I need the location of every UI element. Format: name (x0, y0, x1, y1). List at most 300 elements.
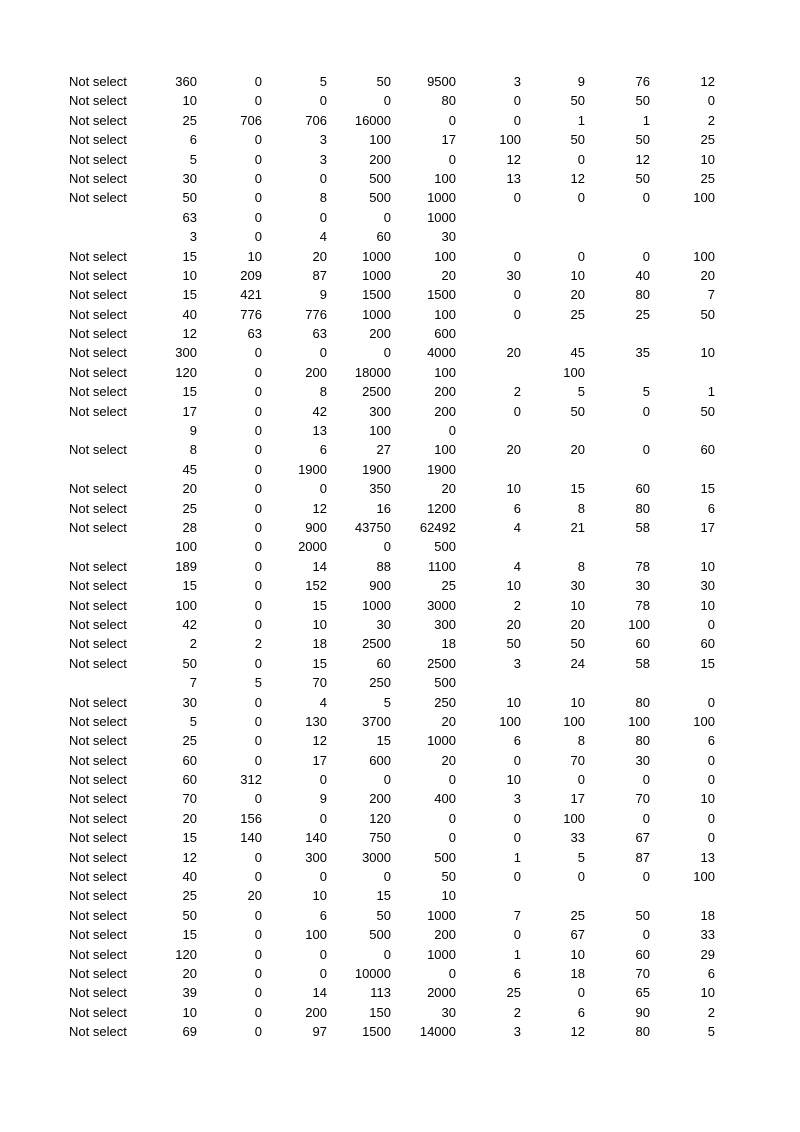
value-cell: 0 (254, 132, 262, 148)
value-cell: 25 (182, 888, 197, 904)
status-cell: Not select (69, 287, 127, 303)
value-cell: 4 (513, 558, 521, 574)
value-cell: 35 (635, 345, 650, 361)
value-cell: 0 (254, 616, 262, 632)
value-cell: 20 (441, 713, 456, 729)
value-cell: 0 (254, 423, 262, 439)
value-cell: 13 (312, 423, 327, 439)
value-cell: 67 (635, 830, 650, 846)
value-cell: 1 (513, 946, 521, 962)
value-cell: 10 (182, 93, 197, 109)
value-cell: 50 (182, 190, 197, 206)
value-cell: 300 (434, 616, 456, 632)
status-cell: Not select (69, 752, 127, 768)
value-cell: 0 (642, 403, 650, 419)
status-cell: Not select (69, 694, 127, 710)
value-cell: 80 (635, 500, 650, 516)
value-cell: 10 (506, 694, 521, 710)
table-row (0, 188, 800, 207)
value-cell: 63 (312, 326, 327, 342)
value-cell: 140 (305, 830, 327, 846)
status-cell: Not select (69, 946, 127, 962)
value-cell: 50 (441, 869, 456, 885)
value-cell: 7 (707, 287, 715, 303)
status-cell: Not select (69, 733, 127, 749)
value-cell: 312 (240, 772, 262, 788)
value-cell: 350 (369, 481, 391, 497)
value-cell: 6 (513, 733, 521, 749)
value-cell: 0 (319, 965, 327, 981)
value-cell: 100 (305, 927, 327, 943)
value-cell: 20 (441, 481, 456, 497)
table-row (0, 770, 800, 789)
value-cell: 0 (707, 616, 715, 632)
value-cell: 20 (247, 888, 262, 904)
value-cell: 3 (513, 655, 521, 671)
value-cell: 7 (513, 907, 521, 923)
value-cell: 100 (369, 423, 391, 439)
value-cell: 60 (700, 442, 715, 458)
value-cell: 60 (376, 655, 391, 671)
value-cell: 5 (319, 74, 327, 89)
value-cell: 1500 (362, 287, 391, 303)
value-cell: 10 (570, 694, 585, 710)
value-cell: 15 (312, 655, 327, 671)
value-cell: 1 (513, 849, 521, 865)
value-cell: 0 (383, 345, 391, 361)
value-cell: 0 (642, 927, 650, 943)
table-row (0, 867, 800, 886)
value-cell: 2500 (362, 636, 391, 652)
value-cell: 25 (182, 733, 197, 749)
value-cell: 2000 (427, 985, 456, 1001)
value-cell: 30 (182, 694, 197, 710)
value-cell: 0 (383, 539, 391, 555)
value-cell: 0 (319, 810, 327, 826)
value-cell: 2 (189, 636, 197, 652)
table-row (0, 343, 800, 362)
value-cell: 15 (182, 384, 197, 400)
value-cell: 0 (254, 597, 262, 613)
value-cell: 40 (182, 869, 197, 885)
value-cell: 18 (700, 907, 715, 923)
value-cell: 8 (189, 442, 197, 458)
value-cell: 156 (240, 810, 262, 826)
status-cell: Not select (69, 442, 127, 458)
value-cell: 14 (312, 985, 327, 1001)
value-cell: 10 (570, 946, 585, 962)
value-cell: 50 (376, 907, 391, 923)
table-row (0, 557, 800, 576)
value-cell: 900 (305, 519, 327, 535)
status-cell: Not select (69, 500, 127, 516)
value-cell: 0 (254, 752, 262, 768)
value-cell: 50 (635, 132, 650, 148)
table-row (0, 576, 800, 595)
value-cell: 0 (319, 93, 327, 109)
value-cell: 0 (513, 248, 521, 264)
value-cell: 80 (635, 733, 650, 749)
table-row (0, 169, 800, 188)
value-cell: 0 (513, 190, 521, 206)
value-cell: 200 (369, 151, 391, 167)
value-cell: 0 (254, 1024, 262, 1040)
value-cell: 30 (635, 578, 650, 594)
value-cell: 0 (254, 869, 262, 885)
value-cell: 20 (570, 616, 585, 632)
table-row (0, 693, 800, 712)
value-cell: 0 (513, 287, 521, 303)
value-cell: 0 (448, 151, 456, 167)
value-cell: 250 (369, 675, 391, 691)
value-cell: 76 (635, 74, 650, 89)
value-cell: 8 (577, 558, 585, 574)
value-cell: 0 (513, 869, 521, 885)
value-cell: 9500 (427, 74, 456, 89)
value-cell: 2 (513, 597, 521, 613)
value-cell: 0 (642, 190, 650, 206)
value-cell: 0 (448, 965, 456, 981)
value-cell: 0 (254, 791, 262, 807)
value-cell: 100 (693, 190, 715, 206)
value-cell: 209 (240, 267, 262, 283)
value-cell: 10 (700, 345, 715, 361)
value-cell: 120 (369, 810, 391, 826)
status-cell: Not select (69, 1024, 127, 1040)
value-cell: 0 (383, 869, 391, 885)
value-cell: 0 (319, 209, 327, 225)
table-row (0, 324, 800, 343)
value-cell: 1500 (362, 1024, 391, 1040)
value-cell: 15 (700, 481, 715, 497)
value-cell: 10 (182, 1004, 197, 1020)
status-cell: Not select (69, 927, 127, 943)
status-cell: Not select (69, 481, 127, 497)
value-cell: 30 (182, 170, 197, 186)
value-cell: 500 (369, 190, 391, 206)
value-cell: 25 (182, 112, 197, 128)
value-cell: 0 (254, 481, 262, 497)
value-cell: 9 (319, 287, 327, 303)
value-cell: 0 (383, 772, 391, 788)
value-cell: 4 (319, 229, 327, 245)
status-cell: Not select (69, 772, 127, 788)
value-cell: 15 (182, 248, 197, 264)
value-cell: 0 (513, 112, 521, 128)
value-cell: 500 (434, 539, 456, 555)
value-cell: 0 (319, 345, 327, 361)
value-cell: 300 (369, 403, 391, 419)
value-cell: 25 (182, 500, 197, 516)
value-cell: 50 (700, 403, 715, 419)
value-cell: 421 (240, 287, 262, 303)
value-cell: 42 (312, 403, 327, 419)
status-cell: Not select (69, 112, 127, 128)
value-cell: 17 (441, 132, 456, 148)
value-cell: 100 (628, 713, 650, 729)
value-cell: 189 (175, 558, 197, 574)
value-cell: 69 (182, 1024, 197, 1040)
value-cell: 20 (441, 752, 456, 768)
value-cell: 15 (312, 597, 327, 613)
table-row (0, 382, 800, 401)
status-cell: Not select (69, 616, 127, 632)
table-row (0, 809, 800, 828)
status-cell: Not select (69, 985, 127, 1001)
table-row (0, 285, 800, 304)
value-cell: 300 (175, 345, 197, 361)
value-cell: 29 (700, 946, 715, 962)
value-cell: 100 (434, 442, 456, 458)
value-cell: 1200 (427, 500, 456, 516)
value-cell: 0 (254, 1004, 262, 1020)
value-cell: 18 (312, 636, 327, 652)
value-cell: 25 (570, 306, 585, 322)
value-cell: 200 (369, 791, 391, 807)
status-cell: Not select (69, 267, 127, 283)
table-row (0, 518, 800, 537)
value-cell: 1000 (427, 733, 456, 749)
value-cell: 14 (312, 558, 327, 574)
value-cell: 39 (182, 985, 197, 1001)
value-cell: 10 (700, 558, 715, 574)
table-row (0, 983, 800, 1002)
value-cell: 20 (506, 345, 521, 361)
value-cell: 5 (254, 675, 262, 691)
table-row (0, 208, 800, 227)
value-cell: 0 (254, 151, 262, 167)
value-cell: 25 (700, 132, 715, 148)
value-cell: 2000 (298, 539, 327, 555)
table-row (0, 91, 800, 110)
value-cell: 600 (369, 752, 391, 768)
value-cell: 62492 (419, 519, 456, 535)
value-cell: 0 (513, 403, 521, 419)
value-cell: 60 (635, 636, 650, 652)
value-cell: 1 (577, 112, 585, 128)
status-cell: Not select (69, 248, 127, 264)
value-cell: 140 (240, 830, 262, 846)
value-cell: 6 (707, 733, 715, 749)
value-cell: 58 (635, 519, 650, 535)
value-cell: 50 (635, 170, 650, 186)
value-cell: 0 (642, 869, 650, 885)
value-cell: 200 (434, 927, 456, 943)
status-cell: Not select (69, 403, 127, 419)
value-cell: 58 (635, 655, 650, 671)
table-row (0, 479, 800, 498)
value-cell: 60 (182, 752, 197, 768)
value-cell: 100 (434, 306, 456, 322)
value-cell: 12 (570, 170, 585, 186)
value-cell: 0 (254, 519, 262, 535)
value-cell: 1000 (427, 190, 456, 206)
value-cell: 3 (319, 132, 327, 148)
value-cell: 8 (577, 500, 585, 516)
value-cell: 0 (383, 93, 391, 109)
value-cell: 250 (434, 694, 456, 710)
value-cell: 200 (305, 364, 327, 380)
value-cell: 10 (506, 481, 521, 497)
value-cell: 2 (254, 636, 262, 652)
value-cell: 4 (319, 694, 327, 710)
value-cell: 0 (577, 248, 585, 264)
value-cell: 78 (635, 558, 650, 574)
value-cell: 0 (707, 694, 715, 710)
value-cell: 30 (506, 267, 521, 283)
value-cell: 50 (376, 74, 391, 89)
value-cell: 6 (319, 442, 327, 458)
value-cell: 4 (513, 519, 521, 535)
value-cell: 500 (369, 170, 391, 186)
value-cell: 100 (434, 364, 456, 380)
value-cell: 0 (254, 364, 262, 380)
value-cell: 13 (700, 849, 715, 865)
table-row (0, 925, 800, 944)
value-cell: 80 (635, 694, 650, 710)
value-cell: 1900 (298, 461, 327, 477)
value-cell: 17 (570, 791, 585, 807)
value-cell: 10 (570, 267, 585, 283)
value-cell: 20 (182, 810, 197, 826)
value-cell: 0 (254, 403, 262, 419)
value-cell: 100 (563, 810, 585, 826)
table-row (0, 789, 800, 808)
value-cell: 12 (700, 74, 715, 89)
value-cell: 14000 (419, 1024, 456, 1040)
value-cell: 30 (570, 578, 585, 594)
value-cell: 20 (182, 481, 197, 497)
value-cell: 8 (319, 384, 327, 400)
value-cell: 6 (513, 965, 521, 981)
value-cell: 0 (707, 830, 715, 846)
table-row (0, 402, 800, 421)
value-cell: 28 (182, 519, 197, 535)
value-cell: 100 (563, 364, 585, 380)
value-cell: 10 (700, 597, 715, 613)
value-cell: 10 (312, 888, 327, 904)
value-cell: 0 (254, 985, 262, 1001)
value-cell: 70 (312, 675, 327, 691)
data-table (0, 72, 800, 1042)
value-cell: 12 (506, 151, 521, 167)
value-cell: 33 (570, 830, 585, 846)
value-cell: 25 (570, 907, 585, 923)
status-cell: Not select (69, 1004, 127, 1020)
table-row (0, 964, 800, 983)
value-cell: 9 (319, 791, 327, 807)
value-cell: 15 (182, 578, 197, 594)
value-cell: 97 (312, 1024, 327, 1040)
value-cell: 2500 (427, 655, 456, 671)
table-row (0, 886, 800, 905)
value-cell: 0 (254, 384, 262, 400)
status-cell: Not select (69, 190, 127, 206)
value-cell: 5 (642, 384, 650, 400)
value-cell: 360 (175, 74, 197, 89)
value-cell: 25 (635, 306, 650, 322)
value-cell: 2500 (362, 384, 391, 400)
value-cell: 12 (312, 733, 327, 749)
table-row (0, 596, 800, 615)
value-cell: 10 (700, 151, 715, 167)
table-row (0, 130, 800, 149)
value-cell: 100 (628, 616, 650, 632)
value-cell: 200 (434, 403, 456, 419)
status-cell: Not select (69, 810, 127, 826)
value-cell: 0 (642, 772, 650, 788)
value-cell: 50 (506, 636, 521, 652)
value-cell: 30 (700, 578, 715, 594)
value-cell: 0 (254, 965, 262, 981)
value-cell: 1 (707, 384, 715, 400)
value-cell: 130 (305, 713, 327, 729)
value-cell: 1000 (427, 209, 456, 225)
value-cell: 2 (513, 384, 521, 400)
value-cell: 0 (254, 907, 262, 923)
value-cell: 0 (254, 170, 262, 186)
value-cell: 10 (441, 888, 456, 904)
value-cell: 18 (441, 636, 456, 652)
value-cell: 0 (254, 694, 262, 710)
value-cell: 15 (182, 287, 197, 303)
table-row (0, 712, 800, 731)
value-cell: 0 (577, 869, 585, 885)
value-cell: 200 (434, 384, 456, 400)
value-cell: 120 (175, 364, 197, 380)
value-cell: 100 (499, 713, 521, 729)
value-cell: 6 (513, 500, 521, 516)
status-cell: Not select (69, 384, 127, 400)
status-cell: Not select (69, 791, 127, 807)
table-row (0, 1022, 800, 1041)
value-cell: 1000 (362, 306, 391, 322)
table-row (0, 1003, 800, 1022)
status-cell: Not select (69, 151, 127, 167)
value-cell: 87 (312, 267, 327, 283)
value-cell: 0 (254, 442, 262, 458)
table-row (0, 305, 800, 324)
value-cell: 67 (570, 927, 585, 943)
value-cell: 90 (635, 1004, 650, 1020)
value-cell: 10 (570, 597, 585, 613)
value-cell: 20 (441, 267, 456, 283)
value-cell: 8 (577, 733, 585, 749)
value-cell: 17 (182, 403, 197, 419)
value-cell: 1900 (427, 461, 456, 477)
value-cell: 24 (570, 655, 585, 671)
table-row (0, 421, 800, 440)
value-cell: 10 (182, 267, 197, 283)
value-cell: 6 (577, 1004, 585, 1020)
value-cell: 3 (513, 1024, 521, 1040)
value-cell: 0 (383, 946, 391, 962)
table-row (0, 363, 800, 382)
value-cell: 100 (175, 597, 197, 613)
value-cell: 87 (635, 849, 650, 865)
value-cell: 60 (182, 772, 197, 788)
value-cell: 42 (182, 616, 197, 632)
value-cell: 17 (700, 519, 715, 535)
value-cell: 0 (254, 655, 262, 671)
value-cell: 21 (570, 519, 585, 535)
value-cell: 20 (570, 442, 585, 458)
table-row (0, 751, 800, 770)
value-cell: 0 (707, 93, 715, 109)
value-cell: 8 (319, 190, 327, 206)
value-cell: 15 (376, 888, 391, 904)
value-cell: 400 (434, 791, 456, 807)
